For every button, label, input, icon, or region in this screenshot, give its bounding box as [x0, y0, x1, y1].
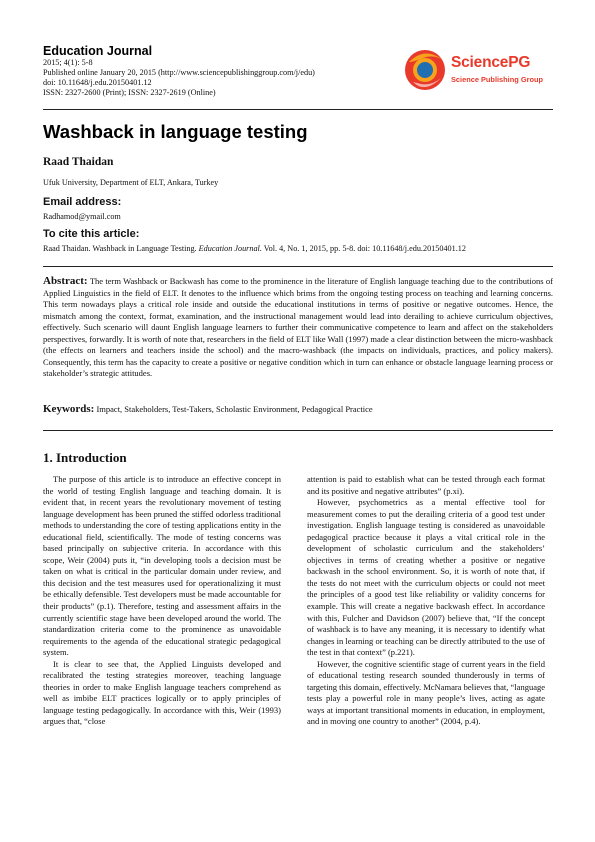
published-line: Published online January 20, 2015 (http://www.sciencepublishinggroup.com/j/edu): [43, 68, 315, 77]
citation-pre: Raad Thaidan. Washback in Language Testing.: [43, 244, 199, 253]
journal-header: [43, 44, 553, 106]
abstract-top-divider: [43, 266, 553, 267]
email-heading: Email address:: [43, 196, 122, 208]
citation-post: Vol. 4, No. 1, 2015, pp. 5-8. doi: 10.11648/j.edu.20150401.12: [261, 244, 466, 253]
logo-subtitle: Science Publishing Group: [451, 75, 543, 84]
citation: [43, 244, 558, 253]
keywords-label: Keywords:: [43, 403, 95, 415]
paragraph: attention is paid to establish what can be tested through each format and its positive and negative attributes” (p.xi).: [307, 474, 545, 496]
paragraph: The purpose of this article is to introduce an effective concept in the world of testing English language and teaching domain. It is evident that, in recent years the revolutionary movement of testing language development has been pruned the stiffed odorless traditional methods to understanding the core of testing applications entity in the educational field, scientifically. The mode of testing concerns was based principally on subjective criteria. In accordance with this scope, Weir (2004) puts it, “in developing tools a decision must be taken on what is critical in the particular domain under review, and this decision and the test measures used for operationalizing it must be ethically defensible. Test developers must be made accountable for their products” (p.1). Therefore, testing and assessment affairs in the currently scientific stage have been developed around the world. The standardization criteria come to the prominence as unavoidable requirements to the agenda of the educational strategic pedagogical system.: [43, 474, 281, 658]
article-title: Washback in language testing: [43, 121, 308, 142]
abstract-bottom-divider: [43, 430, 553, 431]
journal-name: Education Journal: [43, 44, 153, 58]
logo-wordmark: SciencePG: [451, 54, 531, 71]
keywords-text: Impact, Stakeholders, Test-Takers, Scholastic Environment, Pedagogical Practice: [96, 404, 373, 414]
citation-journal: Education Journal.: [198, 244, 262, 253]
paragraph: It is clear to see that, the Applied Linguists developed and recalibrated the testing strategies moreover, teaching language theories in order to make English language teachers comprehend as well as imbibe ELT practices logically or to apply principles of language testing pedagogically. In accordance with this, Weir (1993) argues that, “close: [43, 658, 281, 727]
keywords: [43, 403, 553, 415]
abstract-label: Abstract:: [43, 275, 88, 287]
body-column-left: [43, 474, 281, 728]
journal-issue: 2015; 4(1): 5-8: [43, 58, 93, 67]
cite-heading: To cite this article:: [43, 228, 140, 240]
paragraph: However, psychometrics as a mental effective tool for measurement comes to put the derailing criteria of a good test under investigation. English language testing is considered as unavoidable pedagogical practice because it plays a vital critical role in the development of scholastic curriculum and the stakeholders’ objectives in terms of creating whether a positive or negative backwash in the school environment. So, it is worth of note that, if the tests do not meet with the curriculum objects or could not meet the principles of a good test like reliability or validity concerns for example. This will create a negative backwash effect. In accordance with this, Fulcher and Davidson (2007) believe that, “If the concept of washback is to have any meaning, it is necessary to identify what changes in learning or teaching can be directly attributed to the use of the test in that context” (p.221).: [307, 497, 545, 658]
issn-line: ISSN: 2327-2600 (Print); ISSN: 2327-2619 (Online): [43, 88, 216, 97]
doi-line: doi: 10.11648/j.edu.20150401.12: [43, 78, 152, 87]
abstract: [43, 276, 553, 380]
sciencepg-logo: [403, 48, 553, 92]
section-heading: 1. Introduction: [43, 450, 127, 465]
sciencepg-logo-icon: [403, 48, 449, 92]
body-column-right: [307, 474, 545, 728]
email-address[interactable]: Radhamod@ymail.com: [43, 212, 121, 221]
paragraph: However, the cognitive scientific stage of current years in the field of educational testing research sounded thunderously in terms of targeting this domain, effectively. McNamara believes that, “language tests play a powerful role in many people’s lives, acting as agate ways at important transitional moments in education, in employment, and in moving one country to another” (2004, p.4).: [307, 658, 545, 727]
header-divider: [43, 109, 553, 110]
author-affiliation: Ufuk University, Department of ELT, Ankara, Turkey: [43, 178, 219, 187]
abstract-text: The term Washback or Backwash has come to the prominence in the literature of English language teaching due to the contributions of Applied Linguistics in the field of ELT. It denotes to the influence which brims from the ongoing testing process on teaching and learning concerns. This term nowadays plays a critical role inside and outside the educational institutions in terms of positive or negative outcomes. Hence, the mismatch among the context, format, examination, and the instructional management would lead into derailing to achieve curriculum objectives, effectively. Such scenario will daunt English language learners to further their communicative competence to learn and affect on the stakeholders perspectives, forwardly. It is worth of note that, researchers in the field of ELT like Wall (1997) made a clear distinction between the micro-washback (the effects on learners and teachers inside the school) and the macro-washback (the impacts on individuals, practices, and policy makers). Consequently, this term has the capacity to create a positive or negative condition which in turn can enhance or obstacle language learning process or stakeholder’s strategic attitudes.: [43, 276, 553, 378]
author-name: Raad Thaidan: [43, 156, 114, 168]
